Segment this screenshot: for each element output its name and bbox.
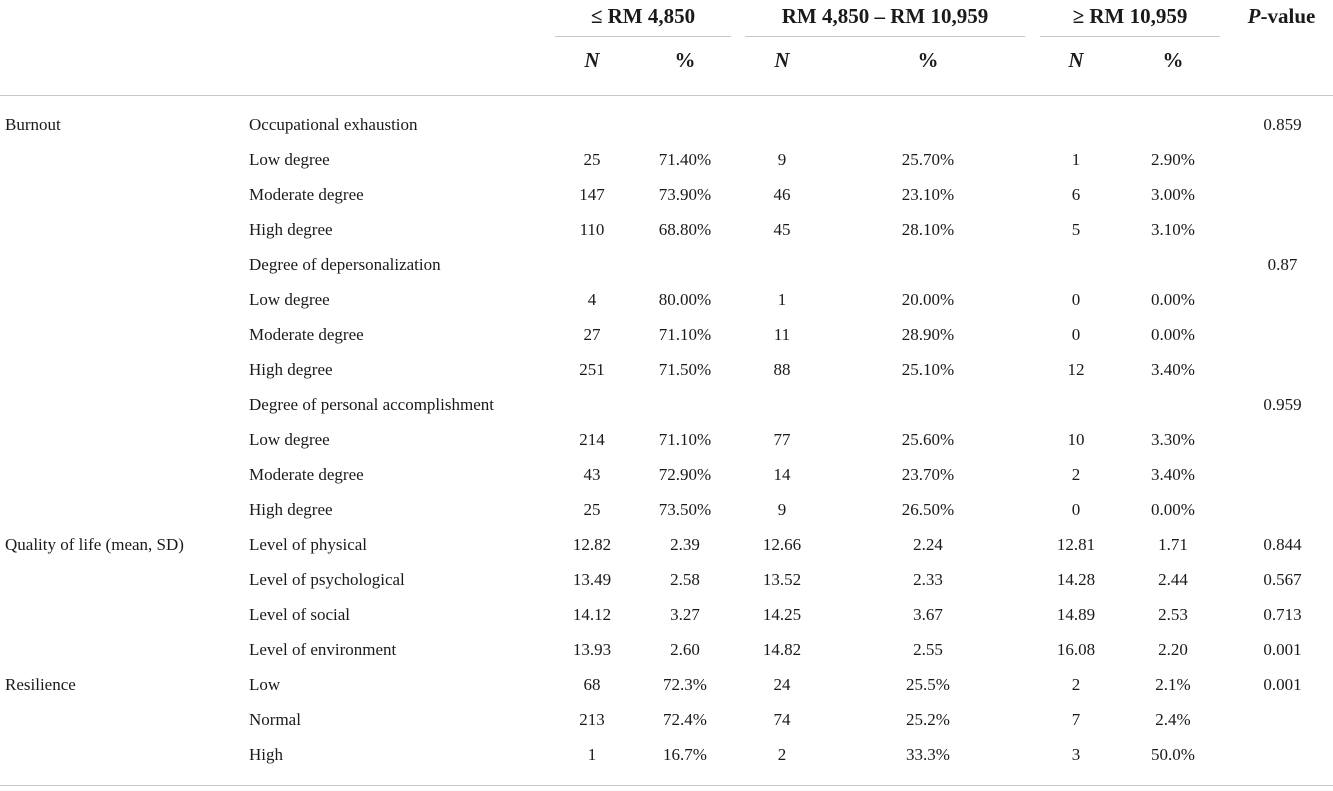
cell-pct-high-income: 2.53 <box>1158 605 1188 624</box>
cell-n-mid-income: 1 <box>777 290 787 309</box>
cell-pct-low-income: 16.7% <box>663 745 707 764</box>
cell-n-high-income: 6 <box>1071 185 1081 204</box>
cell-pct-low-income: 71.10% <box>658 430 712 449</box>
cell-pct-mid-income: 33.3% <box>906 745 950 764</box>
cell-n-mid-income: 2 <box>777 745 787 764</box>
cell-n-high-income: 14.89 <box>1056 605 1096 624</box>
row-subcategory: Level of social <box>249 605 351 624</box>
cell-n-high-income: 0 <box>1071 325 1081 344</box>
cell-pvalue: 0.001 <box>1263 640 1302 659</box>
row-subcategory: Low <box>249 675 281 694</box>
cell-pct-mid-income: 23.70% <box>901 465 955 484</box>
cell-pct-low-income: 2.39 <box>670 535 700 554</box>
row-subcategory: Moderate degree <box>249 325 364 344</box>
cell-n-mid-income: 12.66 <box>762 535 802 554</box>
cell-pct-high-income: 3.40% <box>1151 465 1195 484</box>
group-rule-mid-income <box>745 36 1025 37</box>
row-subcategory: Low degree <box>249 150 330 169</box>
cell-pct-mid-income: 2.24 <box>913 535 943 554</box>
row-subcategory: Low degree <box>249 430 330 449</box>
cell-pct-low-income: 68.80% <box>658 220 712 239</box>
row-subcategory: High <box>249 745 283 764</box>
cell-n-mid-income: 11 <box>773 325 791 344</box>
subheader-n-3: N <box>1068 48 1084 72</box>
cell-n-high-income: 16.08 <box>1056 640 1096 659</box>
row-subcategory: Occupational exhaustion <box>249 115 418 134</box>
row-subcategory: Level of psychological <box>249 570 405 589</box>
group-header-mid-income: RM 4,850 – RM 10,959 <box>781 4 989 28</box>
cell-n-mid-income: 14.82 <box>762 640 802 659</box>
cell-pct-high-income: 50.0% <box>1151 745 1195 764</box>
cell-pct-high-income: 2.90% <box>1151 150 1195 169</box>
subheader-pct-3: % <box>1162 48 1184 72</box>
cell-pvalue: 0.713 <box>1263 605 1302 624</box>
cell-pct-low-income: 73.50% <box>658 500 712 519</box>
cell-pct-low-income: 80.00% <box>658 290 712 309</box>
cell-n-mid-income: 74 <box>773 710 791 729</box>
cell-pct-mid-income: 3.67 <box>913 605 943 624</box>
cell-n-mid-income: 9 <box>777 150 787 169</box>
cell-pct-low-income: 71.40% <box>658 150 712 169</box>
cell-n-high-income: 10 <box>1067 430 1085 449</box>
cell-pct-high-income: 2.44 <box>1158 570 1188 589</box>
cell-n-mid-income: 14 <box>773 465 791 484</box>
cell-pct-mid-income: 25.70% <box>901 150 955 169</box>
cell-n-high-income: 12 <box>1067 360 1085 379</box>
cell-pct-high-income: 0.00% <box>1151 325 1195 344</box>
cell-pct-high-income: 0.00% <box>1151 500 1195 519</box>
cell-pct-high-income: 3.00% <box>1151 185 1195 204</box>
cell-pct-low-income: 72.90% <box>658 465 712 484</box>
cell-pct-mid-income: 20.00% <box>901 290 955 309</box>
cell-pct-mid-income: 25.10% <box>901 360 955 379</box>
subheader-n-2: N <box>774 48 790 72</box>
row-subcategory: Low degree <box>249 290 330 309</box>
subheader-n-1: N <box>584 48 600 72</box>
cell-pvalue: 0.859 <box>1263 115 1302 134</box>
row-category: Burnout <box>5 115 61 134</box>
row-subcategory: Normal <box>249 710 301 729</box>
cell-pct-mid-income: 2.55 <box>913 640 943 659</box>
cell-pct-high-income: 3.40% <box>1151 360 1195 379</box>
row-category: Resilience <box>5 675 76 694</box>
cell-pvalue: 0.001 <box>1263 675 1302 694</box>
row-subcategory: High degree <box>249 220 333 239</box>
cell-n-high-income: 2 <box>1071 675 1081 694</box>
pvalue-header <box>1230 4 1333 29</box>
cell-n-low-income: 25 <box>583 500 601 519</box>
group-rule-high-income <box>1040 36 1220 37</box>
cell-pct-mid-income: 2.33 <box>913 570 943 589</box>
cell-n-high-income: 2 <box>1071 465 1081 484</box>
cell-n-high-income: 0 <box>1071 290 1081 309</box>
cell-n-mid-income: 46 <box>773 185 791 204</box>
cell-n-high-income: 14.28 <box>1056 570 1096 589</box>
cell-pct-high-income: 0.00% <box>1151 290 1195 309</box>
cell-n-low-income: 1 <box>587 745 597 764</box>
cell-n-mid-income: 45 <box>773 220 791 239</box>
cell-n-high-income: 7 <box>1071 710 1081 729</box>
cell-pct-high-income: 1.71 <box>1158 535 1188 554</box>
cell-pct-mid-income: 25.5% <box>906 675 950 694</box>
row-subcategory: Level of environment <box>249 640 397 659</box>
row-subcategory: High degree <box>249 500 333 519</box>
row-category: Quality of life (mean, SD) <box>5 535 184 554</box>
cell-n-low-income: 43 <box>583 465 601 484</box>
row-subcategory: Moderate degree <box>249 185 364 204</box>
header-bottom-rule <box>0 95 1333 96</box>
cell-pvalue: 0.844 <box>1263 535 1302 554</box>
row-subcategory: Level of physical <box>249 535 368 554</box>
cell-n-low-income: 13.93 <box>572 640 612 659</box>
pvalue-header-italic: P <box>1247 4 1261 28</box>
cell-pct-high-income: 3.10% <box>1151 220 1195 239</box>
cell-pct-high-income: 3.30% <box>1151 430 1195 449</box>
cell-pct-mid-income: 28.90% <box>901 325 955 344</box>
cell-pvalue: 0.567 <box>1263 570 1302 589</box>
cell-n-mid-income: 14.25 <box>762 605 802 624</box>
cell-n-low-income: 147 <box>579 185 605 204</box>
cell-pct-low-income: 73.90% <box>658 185 712 204</box>
cell-n-low-income: 4 <box>587 290 597 309</box>
cell-pvalue: 0.87 <box>1267 255 1298 274</box>
cell-pct-low-income: 2.60 <box>670 640 700 659</box>
cell-pct-low-income: 72.4% <box>663 710 707 729</box>
table-bottom-rule <box>0 785 1333 786</box>
cell-n-high-income: 5 <box>1071 220 1081 239</box>
cell-n-low-income: 68 <box>583 675 601 694</box>
group-header-low-income: ≤ RM 4,850 <box>590 4 696 28</box>
row-subcategory: Moderate degree <box>249 465 364 484</box>
cell-pct-low-income: 72.3% <box>663 675 707 694</box>
cell-pct-low-income: 3.27 <box>670 605 700 624</box>
cell-n-high-income: 1 <box>1071 150 1081 169</box>
cell-n-low-income: 214 <box>579 430 605 449</box>
cell-n-mid-income: 77 <box>773 430 791 449</box>
pvalue-header-rest: -value <box>1260 4 1316 28</box>
cell-n-high-income: 3 <box>1071 745 1081 764</box>
cell-n-low-income: 14.12 <box>572 605 612 624</box>
cell-pct-mid-income: 26.50% <box>901 500 955 519</box>
cell-n-low-income: 213 <box>579 710 605 729</box>
cell-pct-mid-income: 25.60% <box>901 430 955 449</box>
cell-pct-mid-income: 23.10% <box>901 185 955 204</box>
cell-pct-low-income: 71.50% <box>658 360 712 379</box>
cell-pct-low-income: 71.10% <box>658 325 712 344</box>
cell-pct-mid-income: 28.10% <box>901 220 955 239</box>
cell-n-low-income: 27 <box>583 325 601 344</box>
cell-pct-high-income: 2.1% <box>1155 675 1191 694</box>
cell-pct-high-income: 2.20 <box>1158 640 1188 659</box>
cell-n-low-income: 251 <box>579 360 605 379</box>
cell-n-low-income: 12.82 <box>572 535 612 554</box>
cell-n-low-income: 25 <box>583 150 601 169</box>
cell-n-low-income: 110 <box>579 220 605 239</box>
cell-n-mid-income: 13.52 <box>762 570 802 589</box>
cell-pct-mid-income: 25.2% <box>906 710 950 729</box>
cell-pct-high-income: 2.4% <box>1155 710 1191 729</box>
cell-n-low-income: 13.49 <box>572 570 612 589</box>
group-rule-low-income <box>555 36 731 37</box>
cell-n-mid-income: 9 <box>777 500 787 519</box>
cell-pvalue: 0.959 <box>1263 395 1302 414</box>
subheader-pct-2: % <box>917 48 939 72</box>
row-subcategory: High degree <box>249 360 333 379</box>
row-subcategory: Degree of depersonalization <box>249 255 441 274</box>
cell-n-high-income: 12.81 <box>1056 535 1096 554</box>
group-header-high-income: ≥ RM 10,959 <box>1072 4 1188 28</box>
cell-n-high-income: 0 <box>1071 500 1081 519</box>
subheader-pct-1: % <box>674 48 696 72</box>
row-subcategory: Degree of personal accomplishment <box>249 395 494 414</box>
cell-n-mid-income: 24 <box>773 675 791 694</box>
cell-pct-low-income: 2.58 <box>670 570 700 589</box>
cell-n-mid-income: 88 <box>773 360 791 379</box>
